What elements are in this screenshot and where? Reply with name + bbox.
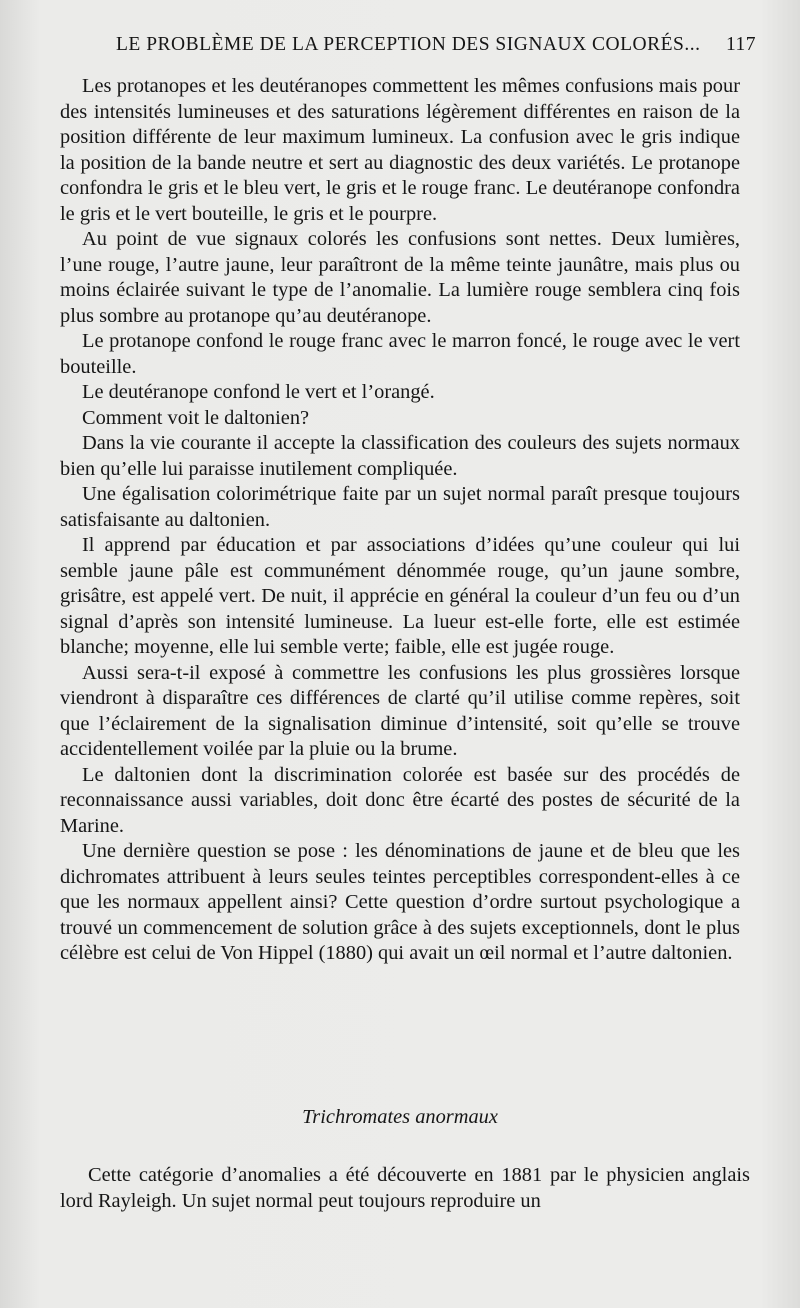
page-number: 117 — [725, 34, 756, 55]
paragraph: Aussi sera-t-il exposé à commettre les confusions les plus grossières lorsque viendront à disparaître ces différences de clarté qu’il utilise comme repères, soit que l’éclairement de la signalisation diminue d’intensité, soit qu’elle se trouve accidentellement voilée par la pluie ou la brume. — [60, 661, 740, 760]
paragraph: Comment voit le daltonien? — [82, 406, 310, 429]
paragraph: Le protanope confond le rouge franc avec le marron foncé, le rouge avec le vert bouteille. — [60, 330, 740, 378]
paragraph: Une dernière question se pose : les dénominations de jaune et de bleu que les dichromates attribuent à leurs seules teintes perceptibles correspondent-elles à ce que les normaux appellent ainsi? Cette question d’ordre surtout psychologique a trouvé un commencement de solution grâce à des sujets exceptionnels, dont le plus célèbre est celui de Von Hippel (1880) qui avait un œil normal et l’autre daltonien. — [60, 840, 740, 964]
paragraph: Le deutéranope confond le vert et l’orangé. — [82, 381, 435, 403]
running-head — [116, 34, 756, 56]
section-heading: Trichromates anormaux — [302, 1106, 498, 1128]
body-text — [60, 74, 740, 967]
section-body — [60, 1162, 750, 1214]
paragraph: Il apprend par éducation et par associations d’idées qu’une couleur qui lui semble jaune pâle est communément dénommée rouge, qu’un jaune sombre, grisâtre, est appelé vert. De nuit, il apprécie en général la couleur d’un feu ou d’un signal d’après son intensité lumineuse. La lueur est-elle forte, elle est estimée blanche; moyenne, elle lui semble verte; faible, elle est jugée rouge. — [60, 534, 740, 658]
running-head-title: LE PROBLÈME DE LA PERCEPTION DES SIGNAUX COLORÉS... — [116, 34, 701, 55]
paragraph: Au point de vue signaux colorés les confusions sont nettes. Deux lumières, l’une rouge, l’autre jaune, leur paraîtront de la même teinte jaunâtre, mais plus ou moins éclairée suivant le type de l’anomalie. La lumière rouge semblera cinq fois plus sombre au protanope qu’au deutéranope. — [60, 228, 740, 327]
paragraph: Les protanopes et les deutéranopes commettent les mêmes confusions mais pour des intensités lumineuses et des saturations légèrement différentes en raison de la position différente de leur maximum lumineux. La confusion avec le gris indique la position de la bande neutre et sert au diagnostic des deux variétés. Le protanope confondra le gris et le bleu vert, le gris et le rouge franc. Le deutéranope confondra le gris et le vert bouteille, le gris et le pourpre. — [60, 75, 740, 225]
paragraph: Le daltonien dont la discrimination colorée est basée sur des procédés de reconnaissance aussi variables, doit donc être écarté des postes de sécurité de la Marine. — [60, 763, 740, 837]
paragraph: Cette catégorie d’anomalies a été découverte en 1881 par le physicien anglais lord Rayleigh. Un sujet normal peut toujours reproduire un — [60, 1164, 750, 1212]
paragraph: Dans la vie courante il accepte la classification des couleurs des sujets normaux bien qu’elle lui paraisse inutilement compliquée. — [60, 432, 740, 480]
paragraph: Une égalisation colorimétrique faite par un sujet normal paraît presque toujours satisfaisante au daltonien. — [60, 483, 740, 531]
